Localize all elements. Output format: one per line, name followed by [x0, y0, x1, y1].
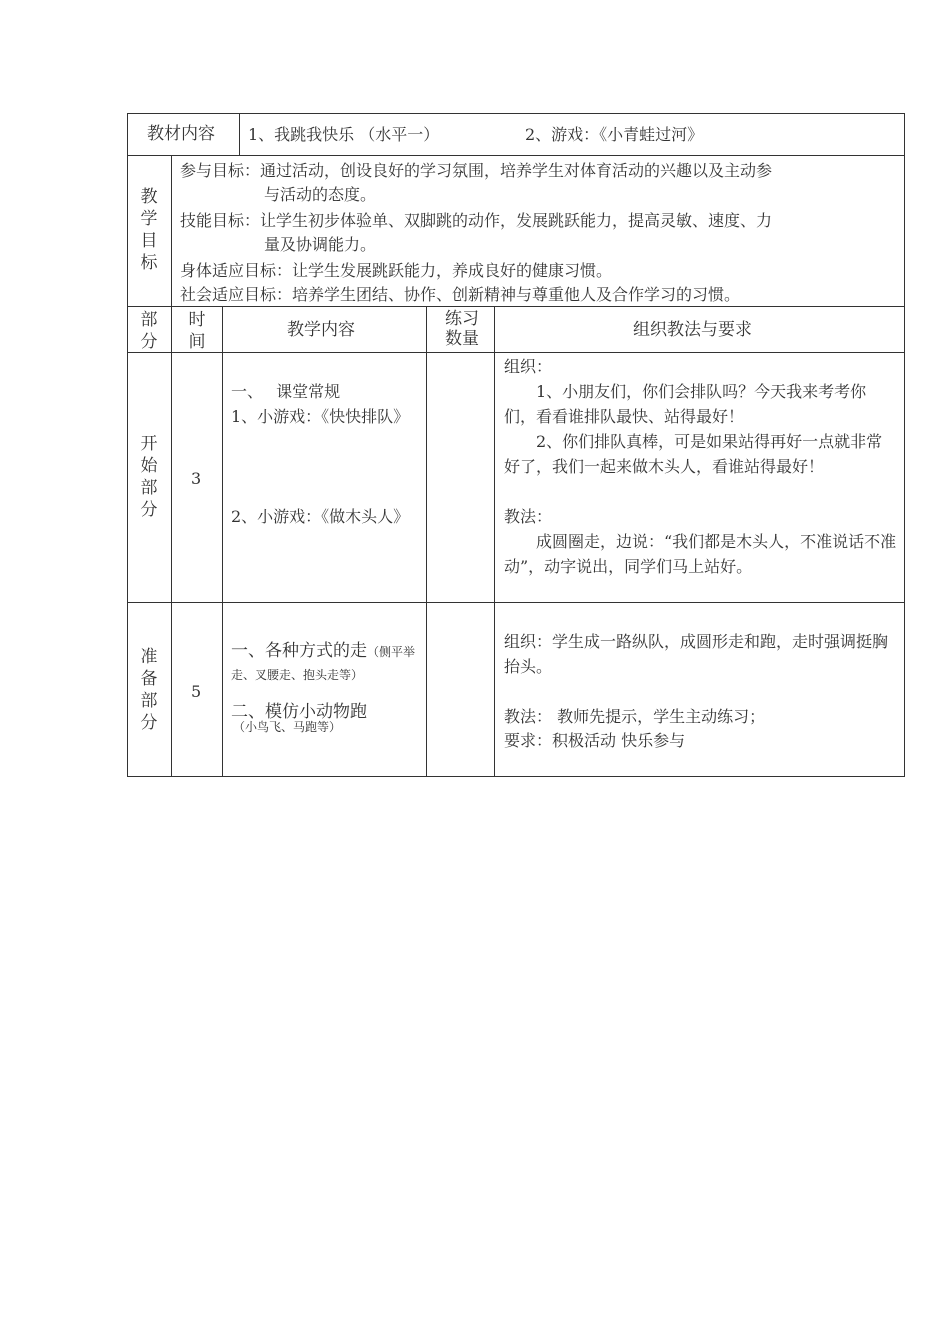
prep-content-walk [231, 640, 421, 686]
start-method-paragraph-1: 1、小朋友们，你们会排队吗？今天我来考考你们，看看谁排队最快、站得最好！ [504, 382, 867, 426]
start-method-teach-label: 教法： [504, 507, 553, 526]
table-col-divider [426, 306, 427, 777]
table-col-divider [171, 306, 172, 777]
material-content-item-2: 2、游戏：《小青蛙过河》 [525, 125, 704, 144]
start-content-game-2: 2、小游戏：《做木头人》 [231, 507, 410, 526]
table-col-divider [171, 155, 172, 307]
prep-content-walk-note: （侧平举走、叉腰走、抱头走等） [231, 645, 416, 682]
table-border-top [127, 113, 905, 114]
table-row-divider [127, 155, 905, 156]
col-header-content: 教学内容 [287, 320, 355, 340]
col-header-time: 时间 [188, 310, 206, 352]
start-content-routine: 一、 课堂常规 [231, 382, 341, 401]
table-border-left [127, 113, 128, 777]
participation-text-line2: 与活动的态度。 [264, 185, 377, 204]
prep-method-teaching: 教法： 教师先提示，学生主动练习； [504, 707, 766, 726]
start-part-time: 3 [191, 469, 202, 488]
start-part-label: 开始部分 [140, 434, 158, 520]
col-header-practice: 练习数量 [445, 309, 479, 349]
prep-content-run-note: （小鸟飞、马跑等） [233, 720, 342, 734]
start-content-game-1: 1、小游戏：《快快排队》 [231, 407, 410, 426]
table-row-divider [127, 352, 905, 353]
start-method-org-label: 组织： [504, 357, 553, 376]
table-col-divider [239, 113, 240, 156]
col-header-method: 组织教法与要求 [633, 320, 752, 340]
participation-text-line1: 通过活动，创设良好的学习氛围，培养学生对体育活动的兴趣以及主动参 [260, 161, 773, 180]
material-content-item-1: 1、我跳我快乐 （水平一） [248, 125, 440, 144]
table-row-divider [127, 602, 905, 603]
prep-content-walk-main: 一、各种方式的走 [231, 641, 367, 661]
start-method-paragraph-3: 成圆圈走，边说：“我们都是木头人，不准说话不准动”，动字说出，同学们马上站好。 [504, 532, 897, 576]
table-border-bottom [127, 776, 905, 777]
prep-part-label: 准备部分 [140, 647, 158, 733]
physical-objective: 身体适应目标：让学生发展跳跃能力，养成良好的健康习惯。 [180, 261, 613, 280]
prep-method-requirement: 要求：积极活动 快乐参与 [504, 731, 686, 750]
prep-part-time: 5 [191, 682, 202, 701]
prep-method-organization: 组织：学生成一路纵队，成圆形走和跑，走时强调挺胸抬头。 [504, 632, 889, 676]
table-col-divider [494, 306, 495, 777]
social-objective: 社会适应目标：培养学生团结、协作、创新精神与尊重他人及合作学习的习惯。 [180, 285, 741, 304]
start-method-paragraph-2: 2、你们排队真棒，可是如果站得再好一点就非常好了，我们一起来做木头人，看谁站得最好！ [504, 432, 883, 476]
material-content-label: 教材内容 [147, 124, 215, 144]
table-col-divider [222, 306, 223, 777]
prep-content-run-main: 二、模仿小动物跑 [231, 702, 367, 722]
skill-text-line1: 让学生初步体验单、双脚跳的动作，发展跳跃能力，提高灵敏、速度、力 [260, 211, 773, 230]
objectives-label: 教学目标 [140, 187, 158, 273]
table-border-right [904, 113, 905, 777]
skill-label: 技能目标： [180, 211, 261, 230]
skill-text-line2: 量及协调能力。 [264, 235, 377, 254]
col-header-part: 部分 [140, 310, 158, 352]
participation-label: 参与目标： [180, 161, 261, 180]
